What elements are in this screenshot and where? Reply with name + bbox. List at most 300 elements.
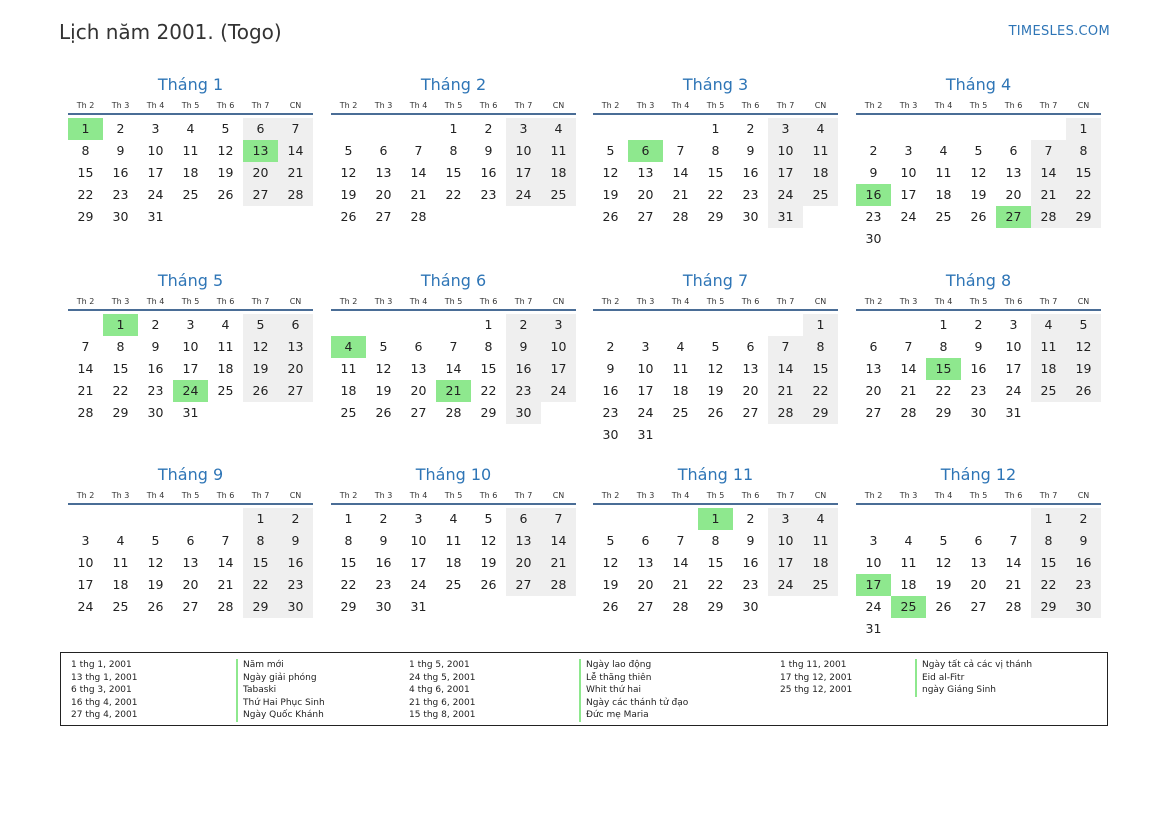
weekday-label: Th 2: [339, 297, 358, 306]
holiday-date: 21 thg 6, 2001: [409, 697, 476, 708]
holiday-day-cell: 13: [243, 140, 278, 162]
day-cell: 31: [637, 427, 654, 442]
holiday-day-cell: 21: [436, 380, 471, 402]
day-cell: 1: [1066, 118, 1101, 140]
month-title: Tháng 3: [682, 75, 749, 94]
holiday-day-cell: 17: [856, 574, 891, 596]
day-cell: 20: [865, 383, 882, 398]
holiday-date: 15 thg 8, 2001: [409, 710, 476, 721]
day-cell: 25: [217, 383, 234, 398]
empty-cell: [68, 314, 103, 336]
day-cell: 6: [414, 339, 423, 354]
week-row: [593, 184, 838, 206]
holiday-entry: [780, 672, 965, 685]
day-cell: 13: [375, 165, 392, 180]
day-cell: 25: [935, 209, 952, 224]
empty-cell: [926, 228, 961, 250]
day-cell: 23: [278, 574, 313, 596]
day-cell: 30: [278, 596, 313, 618]
day-cell: 13: [865, 361, 882, 376]
day-cell: 24: [147, 187, 164, 202]
day-cell: 17: [900, 187, 917, 202]
weekday-label: Th 4: [409, 297, 428, 306]
weekday-label: Th 3: [899, 101, 918, 110]
empty-cell: [891, 508, 926, 530]
empty-cell: [961, 118, 996, 140]
day-cell: 28: [77, 405, 94, 420]
day-cell: 9: [116, 143, 125, 158]
day-cell: 8: [1031, 530, 1066, 552]
day-cell: 30: [865, 231, 882, 246]
weekday-header: [331, 99, 576, 115]
day-grid: [593, 508, 838, 618]
empty-cell: [208, 508, 243, 530]
day-cell: 1: [803, 314, 838, 336]
day-cell: 1: [243, 508, 278, 530]
month-title: Tháng 8: [945, 271, 1012, 290]
day-cell: 31: [865, 621, 882, 636]
day-cell: 28: [1005, 599, 1022, 614]
week-row: [856, 118, 1101, 140]
day-cell: 6: [186, 533, 195, 548]
holiday-name: Ngày Quốc Khánh: [236, 709, 324, 722]
day-cell: 26: [602, 599, 619, 614]
empty-cell: [663, 118, 698, 140]
weekday-label: Th 6: [216, 491, 235, 500]
week-row: [856, 358, 1101, 380]
day-cell: 7: [768, 336, 803, 358]
empty-cell: [331, 118, 366, 140]
day-cell: 23: [970, 383, 987, 398]
day-cell: 11: [900, 555, 917, 570]
weekday-label: Th 5: [969, 101, 988, 110]
week-row: [331, 530, 576, 552]
week-row: [856, 162, 1101, 184]
site-link[interactable]: TIMESLES.COM: [1008, 24, 1110, 39]
week-row: [68, 596, 313, 618]
day-cell: 12: [707, 361, 724, 376]
day-cell: 7: [449, 339, 458, 354]
day-cell: 8: [243, 530, 278, 552]
day-cell: 15: [803, 358, 838, 380]
day-cell: 5: [221, 121, 230, 136]
day-cell: 15: [77, 165, 94, 180]
day-cell: 11: [182, 143, 199, 158]
empty-cell: [243, 206, 278, 228]
empty-cell: [173, 508, 208, 530]
day-cell: 4: [116, 533, 125, 548]
weekday-label: CN: [1077, 101, 1090, 110]
empty-cell: [506, 206, 541, 228]
weekday-label: Th 6: [479, 101, 498, 110]
week-row: [856, 184, 1101, 206]
day-cell: 2: [484, 121, 493, 136]
day-cell: 27: [182, 599, 199, 614]
empty-cell: [541, 206, 576, 228]
day-cell: 10: [541, 336, 576, 358]
empty-cell: [663, 508, 698, 530]
day-cell: 22: [243, 574, 278, 596]
holiday-entry: [409, 709, 649, 722]
weekday-label: Th 7: [251, 491, 270, 500]
day-cell: 27: [637, 599, 654, 614]
day-cell: 11: [672, 361, 689, 376]
day-cell: 6: [506, 508, 541, 530]
day-cell: 23: [480, 187, 497, 202]
weekday-label: Th 2: [601, 297, 620, 306]
weekday-label: Th 3: [111, 491, 130, 500]
day-cell: 14: [445, 361, 462, 376]
day-cell: 19: [602, 187, 619, 202]
holiday-date: 16 thg 4, 2001: [71, 697, 138, 708]
holiday-name: Đức mẹ Maria: [579, 709, 649, 722]
weekday-label: Th 4: [934, 491, 953, 500]
day-cell: 24: [77, 599, 94, 614]
day-cell: 9: [1066, 530, 1101, 552]
day-cell: 3: [151, 121, 160, 136]
holiday-name: Whit thứ hai: [579, 684, 641, 697]
day-cell: 23: [602, 405, 619, 420]
day-cell: 26: [707, 405, 724, 420]
weekday-header: [68, 99, 313, 115]
day-cell: 23: [147, 383, 164, 398]
week-row: [593, 508, 838, 530]
empty-cell: [628, 118, 663, 140]
day-cell: 28: [768, 402, 803, 424]
week-row: [331, 402, 576, 424]
weekday-label: Th 4: [671, 101, 690, 110]
holiday-day-cell: 1: [68, 118, 103, 140]
day-cell: 3: [414, 511, 423, 526]
day-cell: 22: [480, 383, 497, 398]
weekday-label: CN: [289, 297, 302, 306]
day-cell: 10: [182, 339, 199, 354]
month-2: [331, 75, 576, 228]
day-cell: 10: [637, 361, 654, 376]
day-cell: 5: [151, 533, 160, 548]
day-cell: 14: [541, 530, 576, 552]
day-cell: 2: [869, 143, 878, 158]
empty-cell: [593, 314, 628, 336]
day-cell: 9: [606, 361, 615, 376]
day-cell: 8: [711, 143, 720, 158]
weekday-label: Th 4: [934, 101, 953, 110]
month-title: Tháng 1: [157, 75, 224, 94]
day-cell: 2: [746, 511, 755, 526]
weekday-label: Th 4: [409, 101, 428, 110]
day-cell: 31: [1005, 405, 1022, 420]
weekday-label: Th 3: [899, 297, 918, 306]
day-cell: 18: [900, 577, 917, 592]
week-row: [856, 140, 1101, 162]
empty-cell: [243, 402, 278, 424]
day-cell: 7: [414, 143, 423, 158]
day-cell: 5: [606, 533, 615, 548]
day-cell: 29: [1066, 206, 1101, 228]
day-cell: 10: [900, 165, 917, 180]
holiday-legend: [60, 652, 1108, 726]
empty-cell: [593, 508, 628, 530]
holiday-entry: [409, 672, 652, 685]
day-cell: 24: [865, 599, 882, 614]
day-cell: 19: [935, 577, 952, 592]
empty-cell: [506, 596, 541, 618]
weekday-label: Th 2: [864, 297, 883, 306]
day-cell: 11: [803, 140, 838, 162]
day-cell: 27: [865, 405, 882, 420]
empty-cell: [628, 508, 663, 530]
month-4: [856, 75, 1101, 250]
day-cell: 27: [243, 184, 278, 206]
day-cell: 21: [410, 187, 427, 202]
holiday-entry: [409, 659, 652, 672]
day-cell: 20: [243, 162, 278, 184]
week-row: [331, 162, 576, 184]
day-cell: 17: [768, 162, 803, 184]
day-cell: 1: [711, 121, 720, 136]
day-cell: 9: [151, 339, 160, 354]
day-cell: 19: [602, 577, 619, 592]
day-cell: 29: [935, 405, 952, 420]
holiday-name: Năm mới: [236, 659, 284, 672]
day-cell: 16: [278, 552, 313, 574]
weekday-label: Th 4: [671, 297, 690, 306]
day-cell: 18: [340, 383, 357, 398]
day-cell: 3: [81, 533, 90, 548]
weekday-label: Th 3: [899, 491, 918, 500]
day-cell: 28: [900, 405, 917, 420]
day-cell: 10: [768, 530, 803, 552]
day-cell: 26: [217, 187, 234, 202]
day-cell: 6: [974, 533, 983, 548]
day-cell: 10: [147, 143, 164, 158]
holiday-day-cell: 1: [103, 314, 138, 336]
month-title: Tháng 10: [415, 465, 492, 484]
empty-cell: [208, 206, 243, 228]
week-row: [331, 596, 576, 618]
week-row: [68, 184, 313, 206]
day-cell: 13: [637, 555, 654, 570]
week-row: [68, 574, 313, 596]
empty-cell: [1031, 118, 1066, 140]
weekday-label: CN: [814, 297, 827, 306]
day-cell: 26: [147, 599, 164, 614]
day-cell: 25: [445, 577, 462, 592]
weekday-label: Th 7: [251, 297, 270, 306]
holiday-name: Lễ thăng thiên: [579, 672, 651, 685]
weekday-label: Th 2: [601, 101, 620, 110]
day-cell: 17: [147, 165, 164, 180]
day-cell: 17: [768, 552, 803, 574]
empty-cell: [1031, 228, 1066, 250]
day-cell: 28: [672, 599, 689, 614]
week-row: [68, 336, 313, 358]
empty-cell: [891, 314, 926, 336]
day-cell: 8: [711, 533, 720, 548]
weekday-label: Th 4: [671, 491, 690, 500]
day-cell: 20: [182, 577, 199, 592]
week-row: [593, 314, 838, 336]
day-cell: 1: [344, 511, 353, 526]
empty-cell: [856, 314, 891, 336]
day-cell: 18: [217, 361, 234, 376]
day-cell: 22: [77, 187, 94, 202]
day-cell: 11: [1031, 336, 1066, 358]
weekday-label: Th 6: [479, 491, 498, 500]
day-cell: 19: [1066, 358, 1101, 380]
day-cell: 2: [974, 317, 983, 332]
day-cell: 3: [186, 317, 195, 332]
weekday-label: Th 4: [409, 491, 428, 500]
month-5: [68, 271, 313, 424]
holiday-name: Tabaski: [236, 684, 276, 697]
day-cell: 7: [278, 118, 313, 140]
day-cell: 21: [77, 383, 94, 398]
day-cell: 18: [672, 383, 689, 398]
day-cell: 30: [506, 402, 541, 424]
day-cell: 25: [340, 405, 357, 420]
day-cell: 29: [243, 596, 278, 618]
holiday-date: 25 thg 12, 2001: [780, 685, 853, 696]
empty-cell: [103, 508, 138, 530]
weekday-label: Th 3: [374, 491, 393, 500]
day-cell: 22: [803, 380, 838, 402]
day-cell: 2: [116, 121, 125, 136]
week-row: [68, 206, 313, 228]
weekday-header: [68, 295, 313, 311]
day-cell: 23: [742, 187, 759, 202]
week-row: [593, 336, 838, 358]
day-cell: 16: [970, 361, 987, 376]
holiday-entry: [409, 697, 689, 710]
day-cell: 6: [379, 143, 388, 158]
day-cell: 29: [1031, 596, 1066, 618]
empty-cell: [401, 118, 436, 140]
day-grid: [856, 508, 1101, 640]
day-cell: 3: [541, 314, 576, 336]
day-cell: 19: [340, 187, 357, 202]
day-cell: 18: [1031, 358, 1066, 380]
day-cell: 20: [637, 187, 654, 202]
day-cell: 14: [768, 358, 803, 380]
day-cell: 24: [541, 380, 576, 402]
holiday-date: 6 thg 3, 2001: [71, 685, 132, 696]
week-row: [856, 380, 1101, 402]
day-cell: 10: [865, 555, 882, 570]
weekday-label: Th 2: [601, 491, 620, 500]
day-cell: 14: [1031, 162, 1066, 184]
day-cell: 14: [410, 165, 427, 180]
day-cell: 19: [217, 165, 234, 180]
day-cell: 4: [1031, 314, 1066, 336]
day-cell: 23: [742, 577, 759, 592]
weekday-header: [856, 489, 1101, 505]
day-cell: 2: [278, 508, 313, 530]
day-cell: 4: [221, 317, 230, 332]
weekday-label: CN: [814, 491, 827, 500]
empty-cell: [436, 596, 471, 618]
day-cell: 20: [970, 577, 987, 592]
week-row: [593, 596, 838, 618]
day-cell: 20: [278, 358, 313, 380]
weekday-label: Th 3: [111, 101, 130, 110]
weekday-label: Th 2: [339, 101, 358, 110]
weekday-label: Th 7: [251, 101, 270, 110]
day-cell: 27: [970, 599, 987, 614]
day-cell: 20: [742, 383, 759, 398]
day-cell: 3: [768, 118, 803, 140]
week-row: [68, 380, 313, 402]
day-cell: 19: [147, 577, 164, 592]
day-cell: 5: [379, 339, 388, 354]
holiday-date: 1 thg 5, 2001: [409, 660, 470, 670]
empty-cell: [768, 424, 803, 446]
weekday-label: Th 6: [741, 101, 760, 110]
month-3: [593, 75, 838, 228]
week-row: [331, 140, 576, 162]
day-cell: 14: [217, 555, 234, 570]
weekday-label: CN: [289, 491, 302, 500]
week-row: [856, 336, 1101, 358]
day-cell: 8: [449, 143, 458, 158]
day-cell: 12: [217, 143, 234, 158]
day-cell: 18: [935, 187, 952, 202]
holiday-entry: [409, 684, 642, 697]
day-cell: 5: [606, 143, 615, 158]
day-cell: 3: [1009, 317, 1018, 332]
day-cell: 16: [375, 555, 392, 570]
day-cell: 28: [217, 599, 234, 614]
day-cell: 21: [900, 383, 917, 398]
day-cell: 6: [278, 314, 313, 336]
day-cell: 24: [637, 405, 654, 420]
day-cell: 20: [506, 552, 541, 574]
day-cell: 3: [768, 508, 803, 530]
day-cell: 14: [672, 555, 689, 570]
day-cell: 14: [900, 361, 917, 376]
month-title: Tháng 5: [157, 271, 224, 290]
holiday-entry: [780, 684, 997, 697]
week-row: [856, 228, 1101, 250]
holiday-date: 1 thg 11, 2001: [780, 660, 847, 670]
day-cell: 22: [1066, 184, 1101, 206]
day-cell: 18: [445, 555, 462, 570]
holiday-name: Ngày giải phóng: [236, 672, 317, 685]
day-cell: 4: [541, 118, 576, 140]
week-row: [856, 530, 1101, 552]
empty-cell: [768, 314, 803, 336]
weekday-label: Th 5: [444, 297, 463, 306]
holiday-column-1: [71, 659, 325, 722]
day-cell: 11: [112, 555, 129, 570]
day-cell: 13: [742, 361, 759, 376]
month-12: [856, 465, 1101, 640]
weekday-label: Th 2: [76, 491, 95, 500]
month-11: [593, 465, 838, 618]
day-cell: 8: [116, 339, 125, 354]
empty-cell: [593, 118, 628, 140]
holiday-column-3: [780, 659, 1033, 697]
weekday-label: Th 5: [706, 491, 725, 500]
month-title: Tháng 6: [420, 271, 487, 290]
day-cell: 7: [676, 143, 685, 158]
day-cell: 28: [445, 405, 462, 420]
weekday-label: Th 6: [741, 297, 760, 306]
empty-cell: [1066, 618, 1101, 640]
week-row: [593, 206, 838, 228]
day-cell: 31: [182, 405, 199, 420]
weekday-label: Th 7: [514, 491, 533, 500]
